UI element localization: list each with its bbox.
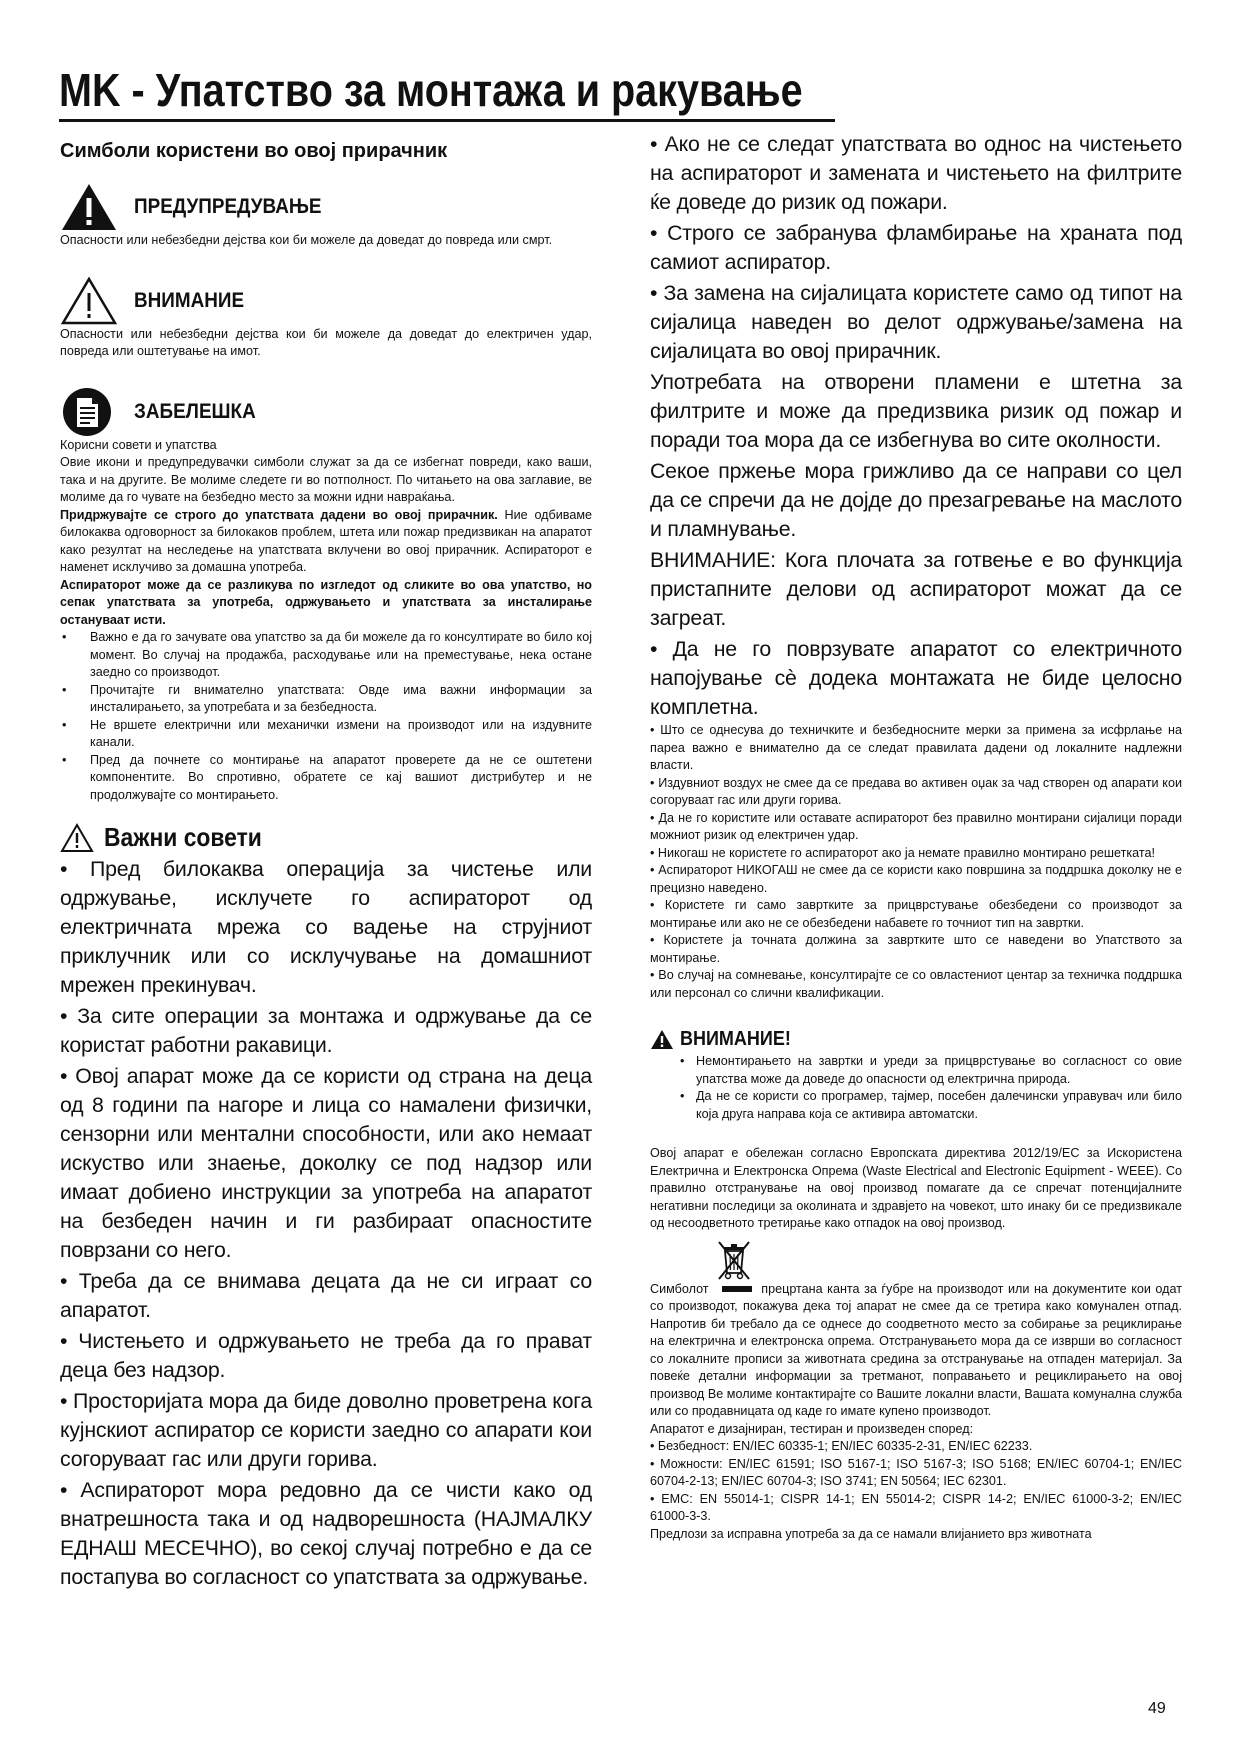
symbol-label: Симболот [650, 1281, 709, 1296]
weee-symbol-paragraph [650, 1281, 1182, 1421]
compliance-bold-text: Придржувајте се строго до упатствата дадени во овој прирачник. [60, 507, 498, 522]
warning-symbol-row [60, 182, 592, 232]
crossed-out-wheelie-bin-icon [716, 1239, 752, 1281]
caution-symbol-row [60, 276, 592, 326]
general-bullet-list [60, 629, 592, 804]
technical-note: • Во случај на сомневање, консултирајте се со овластениот центар за техничка поддршка или персонал со слични квалификации. [650, 968, 1182, 1000]
advice-paragraph: • Чистењето и одржувањето не треба да го прават деца без надзор. [60, 1329, 592, 1382]
warning-filled-triangle-icon [650, 1029, 674, 1050]
left-column [60, 130, 592, 1592]
standards-intro: Апаратот е дизајниран, тестиран и произведен според: [650, 1421, 974, 1436]
safety-paragraph: Секое пржење мора грижливо да се направи со цел да се спречи да не дојде до презагревање на маслото и пламнување. [650, 459, 1182, 541]
advice-paragraph: • За сите операции за монтажа и одржување да се користат работни ракавици. [60, 1004, 592, 1057]
list-item: • Прочитајте ги внимателно упатствата: Овде има важни информации за инсталирањето, за употребата и за безбедноста. [60, 682, 592, 717]
caution-triangle-icon [60, 823, 94, 853]
compliance-text: Ние одбиваме билокаква одговорност за билокаков проблем, штета или пожар предизвикан на апаратот како резултат на неследење на упатствата вклучени во овој прирачник. Аспираторот е наменет исклучиво за домашна употреба. [60, 507, 592, 574]
safety-paragraph: • Строго се забранува фламбирање на храната под самиот аспиратор. [650, 221, 1182, 274]
technical-note: • Да не го користите или оставате аспираторот без правилно монтирани сијалици поради можниот ризик од електричен удар. [650, 810, 1182, 842]
safety-paragraph: • Ако не се следат упатствата во однос на чистењето на аспираторот и замената и чистењето на филтрите ќе доведе до ризик од пожари. [650, 132, 1182, 214]
standards-performance: • Можности: EN/IEC 61591; ISO 5167-1; ISO 5167-3; ISO 5168; EN/IEC 60704-1; EN/IEC 60704-2-13; EN/IEC 60704-3; ISO 3741; EN 50564; IEC 62301. [650, 1456, 1182, 1488]
standards-emc: • EMC: EN 55014-1; CISPR 14-1; EN 55014-2; CISPR 14-2; EN/IEC 61000-3-2; EN/IEC 61000-3-3. [650, 1491, 1182, 1523]
list-item: • Важно е да го зачувате ова упатство за да би можеле да го консултирате во било кој момент. Во случај на продажба, расходување или на преместување, нека остане заедно со производот. [60, 629, 592, 682]
technical-note: • Никогаш не користете го аспираторот ако ја немате правилно монтирано решетката! [650, 845, 1156, 860]
black-bar-mark [722, 1286, 752, 1292]
right-column [650, 130, 1182, 1543]
list-item: • Немонтирањето на завртки и уреди за прицврстување во согласност со овие упатства може да доведе до опасности од електрична природа. [650, 1053, 1182, 1088]
advice-paragraph: • Аспираторот мора редовно да се чисти како од внатрешноста така и од надворешноста (НАЈМАЛКУ ЕДНАШ МЕСЕЧНО), во секој случај потребно е да се постапува во согласност со упатствата за одржување. [60, 1478, 592, 1589]
standards-tail: Предлози за исправна употреба за да се намали влијанието врз животната [650, 1526, 1092, 1541]
weee-paragraph: Овој апарат е обележан согласно Европската директива 2012/19/EC за Искористена Електрична и Електронска Опрема (Waste Electrical and Electronic Equipment - WEEE). Со правилно отстранување на овој производ помагате да се спречат потенцијалните негативни последици за околината и здравјето на човекот, што инаку би се предизвикале од несоодветното третирање како отпадок на овој производ. [650, 1146, 1182, 1230]
advice-paragraph: • Просторијата мора да биде доволно проветрена кога кујнскиот аспиратор се користи заедно со апарати кои согоруваат гас или други горива. [60, 1389, 592, 1471]
technical-note: • Користете ја точната должина за завртките што се наведени во Упатството за монтирање. [650, 933, 1182, 965]
list-item: • Пред да почнете со монтирање на апаратот проверете да не се оштетени компонентите. Во спротивно, обратете се кај вашиот дистрибутер и не продолжувајте со монтирањето. [60, 752, 592, 805]
safety-paragraph: ВНИМАНИЕ: Кога плочата за готвење е во функција пристапните делови од аспираторот можат да се загреат. [650, 548, 1182, 630]
technical-note: • Аспираторот НИКОГАШ не смее да се користи како површина за поддршка доколку не е прецизно наведено. [650, 863, 1182, 895]
technical-note: • Користете ги само завртките за прицврстување обезбедени со производот за монтирање или ако не се обезбедени набавете го точниот тип на завртки. [650, 898, 1182, 930]
caution-list [650, 1053, 1182, 1123]
caution-description: Опасности или небезбедни дејства кои би можеле да доведат до електричен удар, повреда или оштетување на имот. [60, 326, 592, 358]
caution-title: ВНИМАНИЕ [134, 288, 245, 312]
important-advice-heading: Важни совети [104, 822, 262, 852]
page-title: MK - Упатство за монтажа и ракување [59, 64, 803, 116]
advice-paragraph: • Овој апарат може да се користи од страна на деца од 8 години па нагоре и лица со намалени физички, сензорни или ментални способности, или ако немаат искуство или знаење, доколку се под надзор или имаат добиено инструкции за употреба на апаратот на безбеден начин и ги разбираат опасностите поврзани со него. [60, 1064, 592, 1262]
standards-safety: • Безбедност: EN/IEC 60335-1; EN/IEC 60335-2-31, EN/IEC 62233. [650, 1439, 1033, 1453]
appearance-note: Аспираторот може да се разликува по изгледот од сликите во ова упатство, но сепак упатствата за употреба, одржувањето и упатствата за инсталирање остануваат исти. [60, 577, 592, 627]
warning-description: Опасности или небезбедни дејства кои би можеле да доведат до повреда или смрт. [60, 233, 553, 247]
safety-paragraph: Употребата на отворени пламени е штетна за филтрите и може да предизвика ризик од пожар и поради тоа мора да се избегнува во сите околности. [650, 370, 1182, 452]
warning-filled-triangle-icon [60, 182, 118, 232]
caution-block-header [650, 1028, 1182, 1051]
title-underline [59, 119, 835, 122]
note-description: Корисни совети и упатства [60, 437, 217, 452]
compliance-paragraph [60, 507, 592, 577]
important-advice-header [60, 822, 592, 853]
list-item: • Да не се користи со програмер, тајмер, посебен далечински управувач или било која друга направа која се активира автоматски. [650, 1088, 1182, 1123]
note-document-icon [60, 387, 118, 437]
symbol-text: прецртана канта за ѓубре на производот или на документите кои одат со производот, покажува дека тој апарат не смее да се третира како комунален отпад. Напротив би требало да се однесе до соодветното место за собирање за рециклирање на електрична и електронска опрема. Отстранувањето мора да се изврши во согласност со локалните прописи за животната средина за отстранување на отпаден материјал. За повеќе детални информации за третманот, поправањето и рециклирањето на овој производ Ве молиме контактирајте со Вашите локални власти, Вашата комунална служба или со продавницата од каде го имате купено производот. [650, 1281, 1182, 1418]
page-number: 49 [1148, 1700, 1166, 1717]
note-symbol-row [60, 387, 592, 437]
symbols-heading: Симболи користени во овој прирачник [60, 140, 448, 162]
technical-note: • Издувниот воздух не смее да се предава во активен оџак за чад створен од апарати кои согоруваат гас или други горива. [650, 775, 1182, 807]
note-title: ЗАБЕЛЕШКА [134, 399, 256, 423]
technical-note: • Што се однесува до техничките и безбедносните мерки за примена за исфрлање на пареа важно е внимателно да се следат правилата дадени од локалните надлежни власти. [650, 723, 1182, 772]
advice-paragraph: • Пред билокаква операција за чистење или одржување, исклучете го аспираторот од електричната мрежа со вадење на струјниот приклучник или со исклучување на домашниот мрежен прекинувач. [60, 857, 592, 997]
warning-title: ПРЕДУПРЕДУВАЊЕ [134, 195, 322, 218]
warning-outline-triangle-icon [60, 276, 118, 326]
list-item: • Не вршете електрични или механички измени на производот или на издувните канали. [60, 717, 592, 752]
caution-block-heading: ВНИМАНИЕ! [680, 1028, 791, 1050]
bin-icon-wrap [650, 1239, 1182, 1281]
intro-paragraph: Овие икони и предупредувачки симболи служат за да се избегнат повреди, како ваши, така и на другите. Ве молиме следете ги во потполност. По читањето на ова заглавие, ве молиме да го чувате на безбедно место за можни идни навраќања. [60, 455, 592, 504]
advice-paragraph: • Треба да се внимава децата да не си играат со апаратот. [60, 1269, 592, 1322]
safety-paragraph: • За замена на сијалицата користете само од типот на сијалица наведен во делот одржување/замена на сијалицата во овој прирачник. [650, 281, 1182, 363]
safety-paragraph: • Да не го поврзувате апаратот со електричното напојување сè додека монтажата не биде целосно комплетна. [650, 637, 1182, 719]
